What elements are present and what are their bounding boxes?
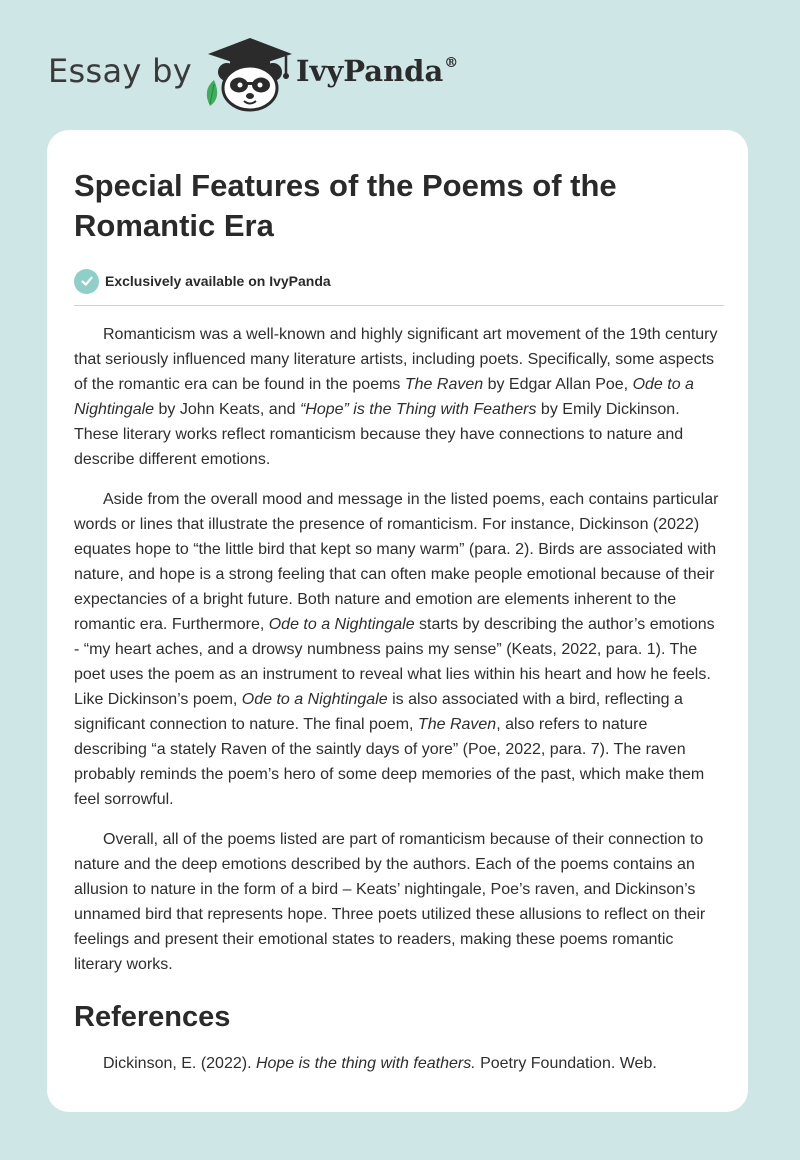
p1-text-b: by Edgar Allan Poe,: [483, 376, 633, 393]
p1-title-ode: Ode to a Nightingale: [74, 376, 694, 418]
paragraph-1: [74, 322, 724, 472]
check-icon: [74, 269, 99, 294]
essay-content: [74, 130, 724, 1076]
reference-source: Poetry Foundation. Web.: [475, 1055, 657, 1072]
references-heading: References: [74, 1001, 231, 1033]
registered-mark: ®: [444, 55, 459, 71]
p2-title-ode-2: Ode to a Nightingale: [241, 691, 388, 708]
p2-text-b: starts by describing the author’s emotions - “my heart aches, and a drowsy numbness pains my sense” (Keats, 2022, para. 1). The poet uses the poem as an instrument to reveal what lies within his heart and how he feels. Like Dickinson’s poem,: [74, 616, 715, 708]
brand-name[interactable]: [296, 54, 458, 88]
reference-entry: [74, 1051, 724, 1076]
exclusive-badge-label: Exclusively available on IvyPanda: [105, 273, 331, 289]
p2-text-c: is also associated with a bird, reflecting a significant connection to nature. The final poem,: [74, 691, 683, 733]
essay-by-label: Essay by: [48, 52, 192, 90]
reference-title: Hope is the thing with feathers.: [255, 1055, 476, 1072]
p1-title-raven: The Raven: [404, 376, 484, 393]
p2-text-a: Aside from the overall mood and message in the listed poems, each contains particular words or lines that illustrate the presence of romanticism. For instance, Dickinson (2022) equates hope to “the little bird that kept so many warm” (para. 2). Birds are associated with nature, and hope is a strong feeling that can often make people emotional because of their expectancies of a bright future. Both nature and emotion are elements inherent to the romantic era. Furthermore,: [74, 491, 719, 633]
paragraph-3: Overall, all of the poems listed are part of romanticism because of their connection to nature and the deep emotions described by the authors. Each of the poems contains an allusion to nature in the form of a bird – Keats’ nightingale, Poe’s raven, and Dickinson’s unnamed bird that represents hope. Three poets utilized these allusions to reflect on their feelings and present their emotional states to readers, making these poems romantic literary works.: [74, 831, 706, 973]
site-header: [0, 0, 800, 130]
panda-logo-icon[interactable]: [200, 36, 300, 112]
p1-title-hope: “Hope” is the Thing with Feathers: [299, 401, 537, 418]
exclusive-badge: [74, 268, 724, 294]
divider: [74, 305, 724, 306]
p2-title-raven: The Raven: [417, 716, 497, 733]
p1-text-a: Romanticism was a well-known and highly significant art movement of the 19th century that seriously influenced many literature artists, including poets. Specifically, some aspects of the romantic era can be found in the poems: [74, 326, 718, 393]
brand-name-text[interactable]: IvyPanda: [296, 54, 444, 88]
p1-text-d: by Emily Dickinson. These literary works reflect romanticism because they have connections to nature and describe different emotions.: [74, 401, 684, 468]
p2-title-ode-1: Ode to a Nightingale: [268, 616, 415, 633]
paragraph-2: [74, 487, 724, 812]
essay-card: [47, 130, 748, 1112]
reference-author: Dickinson, E. (2022).: [103, 1055, 256, 1072]
p1-text-c: by John Keats, and: [154, 401, 300, 418]
p2-text-d: , also refers to nature describing “a stately Raven of the saintly days of yore” (Poe, 2022, para. 7). The raven probably reminds the poem’s hero of some deep memories of the past, which make them feel sorrowful.: [74, 716, 705, 808]
page-title: Special Features of the Poems of the Romantic Era: [74, 168, 617, 243]
